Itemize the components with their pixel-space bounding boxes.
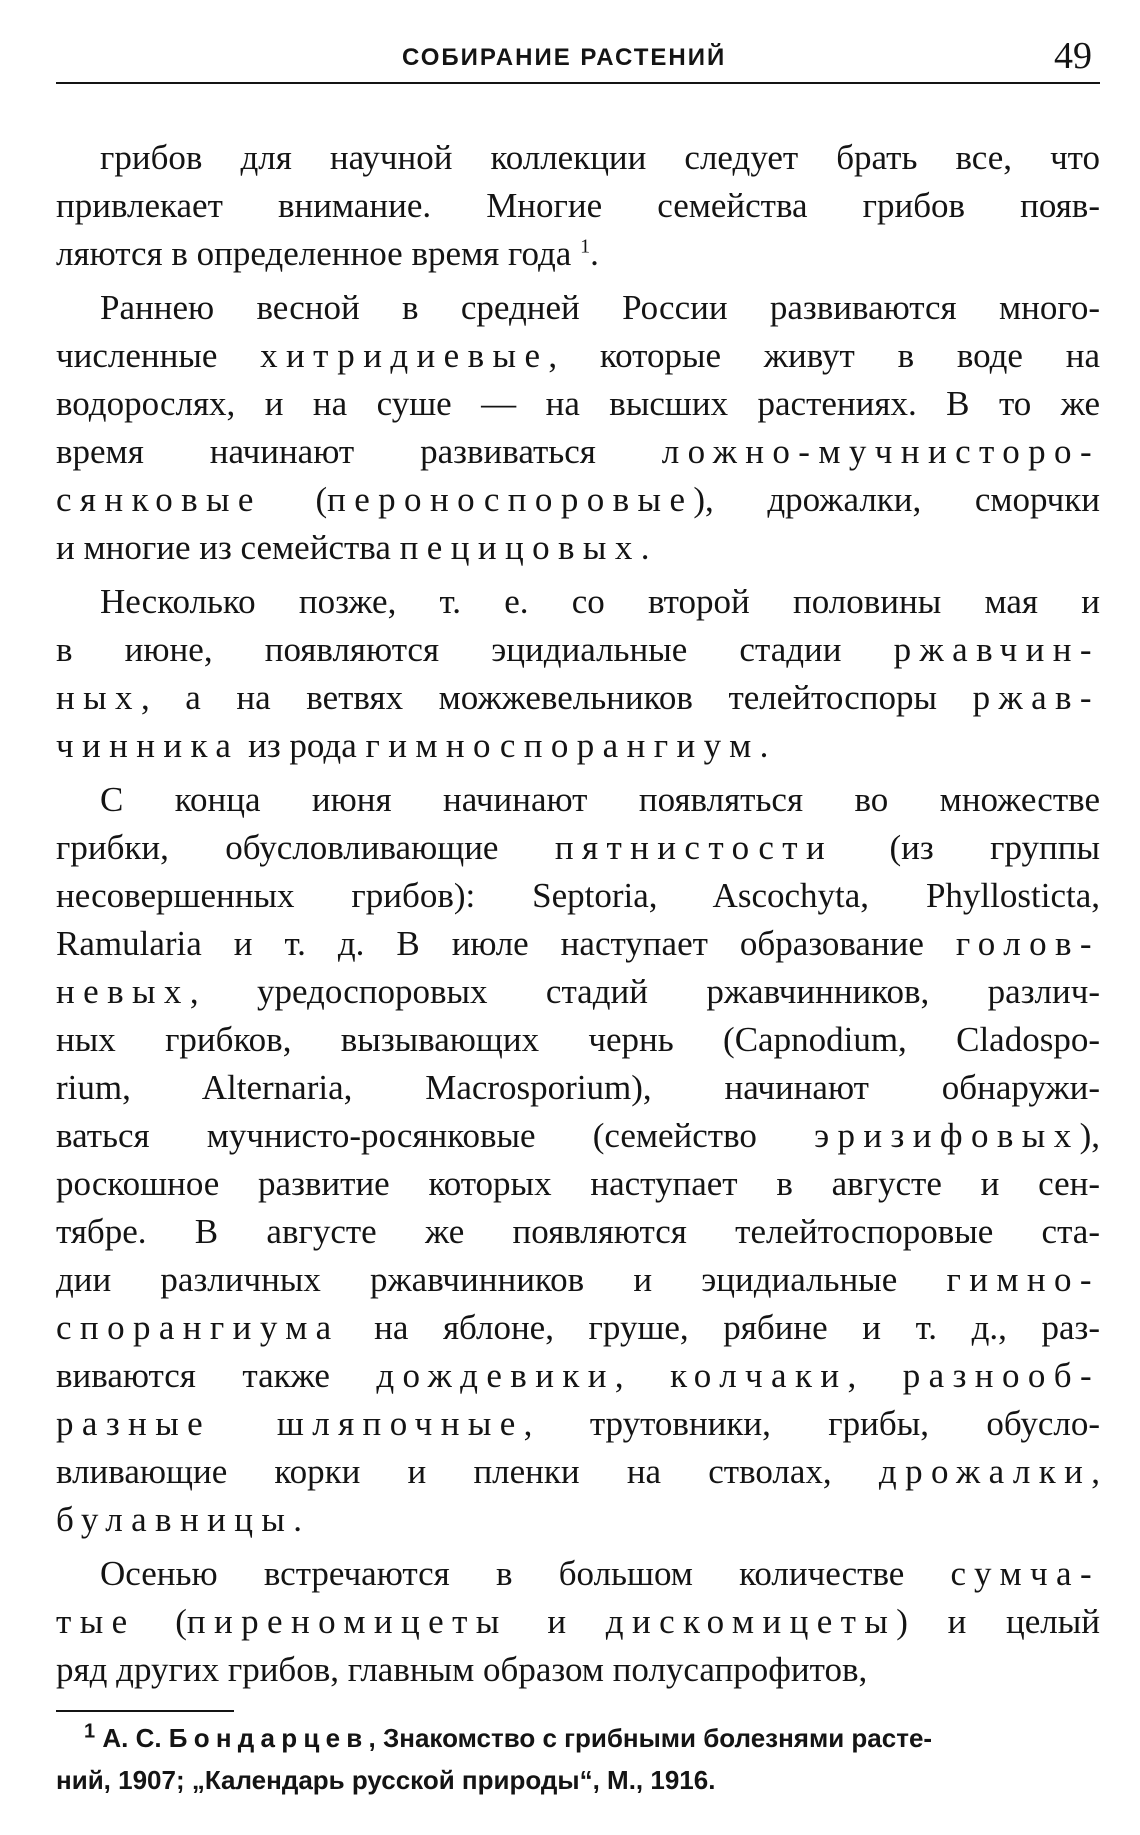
body-text bbox=[56, 134, 1100, 1700]
spaced-term: тые bbox=[56, 1602, 136, 1641]
text-line bbox=[56, 674, 1100, 722]
text-run: роскошное развитие которых наступает в августе и сен- bbox=[56, 1164, 1100, 1203]
spaced-term: голов- bbox=[955, 924, 1100, 963]
text-run: . bbox=[640, 528, 650, 567]
text-run: (из группы bbox=[833, 828, 1100, 867]
paragraph bbox=[56, 776, 1100, 1544]
paragraph bbox=[56, 284, 1100, 572]
text-line bbox=[56, 1304, 1100, 1352]
spaced-term: дождевики bbox=[376, 1356, 615, 1395]
text-line bbox=[56, 578, 1100, 626]
text-line bbox=[56, 722, 1100, 770]
text-run: виваются также bbox=[56, 1356, 377, 1395]
text-run: Раннею весной в средней России развиваются много- bbox=[100, 288, 1100, 327]
text-run: ), дрожалки, сморчки bbox=[693, 480, 1100, 519]
text-run: rium, Alternaria, Macrosporium), начинают обнаружи- bbox=[56, 1068, 1100, 1107]
text-run: ), bbox=[1079, 1116, 1100, 1155]
text-line bbox=[56, 968, 1100, 1016]
page-number: 49 bbox=[1054, 35, 1092, 77]
text-line bbox=[56, 134, 1100, 182]
spaced-term: ложно-мучнисторо- bbox=[661, 432, 1100, 471]
spaced-term: разные шляпочные bbox=[56, 1404, 524, 1443]
text-line bbox=[56, 626, 1100, 674]
paragraph bbox=[56, 134, 1100, 278]
paragraph bbox=[56, 1550, 1100, 1694]
text-run: в июне, появляются эцидиальные стадии bbox=[56, 630, 894, 669]
footnote-line bbox=[56, 1717, 1100, 1759]
spaced-term: разнооб- bbox=[902, 1356, 1101, 1395]
text-line bbox=[56, 1352, 1100, 1400]
header-rule bbox=[56, 82, 1100, 84]
text-run: , bbox=[1091, 1452, 1100, 1491]
text-line bbox=[56, 872, 1100, 920]
text-run: Несколько позже, т. е. со второй половины мая и bbox=[100, 582, 1100, 621]
spaced-term: колчаки bbox=[670, 1356, 848, 1395]
spaced-term: пероноспоровые bbox=[327, 480, 694, 519]
text-run: ных грибков, вызывающих чернь (Capnodium, Cladospo- bbox=[56, 1020, 1100, 1059]
text-line bbox=[56, 1550, 1100, 1598]
running-title: СОБИРАНИЕ РАСТЕНИЙ bbox=[402, 44, 727, 71]
spaced-term: дискомицеты bbox=[605, 1602, 897, 1641]
text-line bbox=[56, 476, 1100, 524]
text-run: привлекает внимание. Многие семейства грибов появ- bbox=[56, 186, 1100, 225]
text-line bbox=[56, 1448, 1100, 1496]
text-line bbox=[56, 1256, 1100, 1304]
spaced-term: пятнистости bbox=[554, 828, 834, 867]
text-run: ( bbox=[135, 1602, 187, 1641]
text-run: , bbox=[614, 1356, 671, 1395]
text-run: Ramularia и т. д. В июле наступает образование bbox=[56, 924, 956, 963]
spaced-term: чинника bbox=[56, 726, 240, 765]
text-run: и bbox=[507, 1602, 606, 1641]
text-run: ляются в определенное время года bbox=[56, 234, 581, 273]
spaced-term: сумча- bbox=[950, 1554, 1100, 1593]
text-run: Осенью встречаются в большом количестве bbox=[100, 1554, 951, 1593]
text-line bbox=[56, 380, 1100, 428]
text-line bbox=[56, 824, 1100, 872]
text-run: ний, 1907; „Календарь русской природы“, М., 1916. bbox=[56, 1765, 716, 1795]
text-run: вливающие корки и пленки на стволах, bbox=[56, 1452, 879, 1491]
spaced-term: эризифовых bbox=[814, 1116, 1080, 1155]
spaced-term: гимноспорангиум bbox=[365, 726, 760, 765]
footnote-line bbox=[56, 1759, 1100, 1801]
footnote-marker: 1 bbox=[580, 235, 591, 258]
text-run: ряд других грибов, главным образом полусапрофитов, bbox=[56, 1650, 868, 1689]
text-line bbox=[56, 1208, 1100, 1256]
text-run: , а на ветвях можжевельников телейтоспоры bbox=[140, 678, 973, 717]
text-run: несовершенных грибов): Septoria, Ascochyta, Phyllosticta, bbox=[56, 876, 1100, 915]
spaced-term: спорангиума bbox=[56, 1308, 340, 1347]
spaced-term: пиреномицеты bbox=[186, 1602, 508, 1641]
text-run: из рода bbox=[239, 726, 366, 765]
text-run: . bbox=[759, 726, 769, 765]
text-run: водорослях, и на суше — на высших растениях. В то же bbox=[56, 384, 1100, 423]
spaced-term: пецицовых bbox=[399, 528, 641, 567]
text-line bbox=[56, 1496, 1100, 1544]
spaced-term: булавницы bbox=[56, 1500, 294, 1539]
spaced-term: ржавчин- bbox=[893, 630, 1100, 669]
text-run: на яблоне, груше, рябине и т. д., раз- bbox=[339, 1308, 1100, 1347]
text-line bbox=[56, 524, 1100, 572]
paragraph bbox=[56, 578, 1100, 770]
text-line bbox=[56, 1646, 1100, 1694]
text-line bbox=[56, 776, 1100, 824]
text-run: численные bbox=[56, 336, 261, 375]
text-run: , трутовники, грибы, обусло- bbox=[523, 1404, 1100, 1443]
text-line bbox=[56, 230, 1100, 278]
footnote-marker: 1 bbox=[84, 1720, 96, 1743]
text-line bbox=[56, 1400, 1100, 1448]
spaced-term: невых bbox=[56, 972, 190, 1011]
text-line bbox=[56, 920, 1100, 968]
text-line bbox=[56, 332, 1100, 380]
text-run: С конца июня начинают появляться во множестве bbox=[100, 780, 1100, 819]
page-header bbox=[56, 30, 1092, 86]
spaced-term: дрожалки bbox=[878, 1452, 1092, 1491]
spaced-term: сянковые bbox=[56, 480, 262, 519]
text-run: грибов для научной коллекции следует брать все, что bbox=[100, 138, 1100, 177]
text-line bbox=[56, 284, 1100, 332]
spaced-term: гимно- bbox=[946, 1260, 1100, 1299]
text-run: ваться мучнисто-росянковые (семейство bbox=[56, 1116, 815, 1155]
text-line bbox=[56, 1160, 1100, 1208]
text-run: , уредоспоровых стадий ржавчинников, различ- bbox=[189, 972, 1100, 1011]
text-run: грибки, обусловливающие bbox=[56, 828, 555, 867]
footnote bbox=[56, 1717, 1100, 1801]
footnote-rule bbox=[56, 1710, 234, 1712]
text-run: , Знакомство с грибными болезнями расте- bbox=[368, 1723, 933, 1753]
spaced-term: Бондарцев bbox=[168, 1723, 369, 1753]
text-run: . bbox=[293, 1500, 303, 1539]
text-line bbox=[56, 1064, 1100, 1112]
spaced-term: ржав- bbox=[972, 678, 1100, 717]
text-line bbox=[56, 428, 1100, 476]
text-run: дии различных ржавчинников и эцидиальные bbox=[56, 1260, 947, 1299]
text-line bbox=[56, 182, 1100, 230]
spaced-term: ных bbox=[56, 678, 141, 717]
text-run: . bbox=[590, 234, 599, 273]
text-run: и многие из семейства bbox=[56, 528, 400, 567]
text-run: , которые живут в воде на bbox=[548, 336, 1100, 375]
text-line bbox=[56, 1598, 1100, 1646]
text-line bbox=[56, 1016, 1100, 1064]
text-run: время начинают развиваться bbox=[56, 432, 662, 471]
spaced-term: хитридиевые bbox=[260, 336, 549, 375]
text-run: ( bbox=[261, 480, 328, 519]
text-run: тябре. В августе же появляются телейтоспоровые ста- bbox=[56, 1212, 1100, 1251]
text-line bbox=[56, 1112, 1100, 1160]
text-run: А. С. bbox=[95, 1723, 169, 1753]
text-run: , bbox=[847, 1356, 903, 1395]
text-run: ) и целый bbox=[896, 1602, 1100, 1641]
